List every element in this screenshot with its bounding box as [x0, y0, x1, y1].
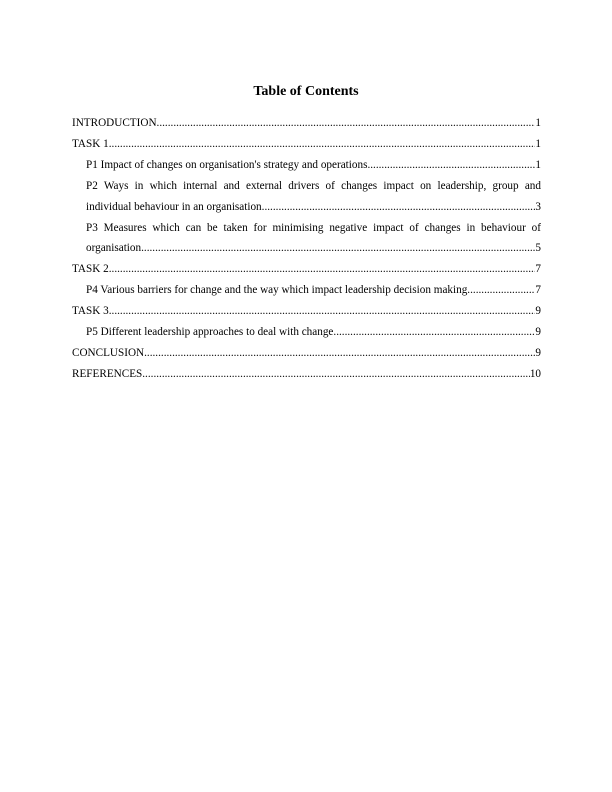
toc-entry-label: CONCLUSION	[72, 346, 145, 359]
toc-entry-label: REFERENCES	[72, 367, 143, 380]
toc-entry-label-line-2: individual behaviour in an organisation	[86, 200, 262, 213]
toc-leader-dots	[141, 238, 535, 259]
toc-page-number: 9	[535, 326, 541, 339]
toc-page-number: 10	[529, 367, 541, 380]
toc-title: Table of Contents	[253, 84, 359, 99]
toc-page-number: 9	[535, 305, 541, 318]
toc-entry-task-2[interactable]	[72, 259, 541, 280]
toc-entry-label-line-1: P2 Ways in which internal and external drivers of changes impact on leadership, group and	[86, 179, 541, 192]
toc-leader-dots	[109, 134, 536, 155]
toc-entry-label: P4 Various barriers for change and the way which impact leadership decision making	[86, 284, 468, 297]
toc-entry-label: TASK 3	[72, 305, 109, 318]
toc-page-number: 7	[535, 263, 541, 276]
toc-page-number: 3	[535, 200, 541, 213]
toc-entry-introduction[interactable]	[72, 113, 541, 134]
toc-entry-p2[interactable]	[72, 176, 541, 218]
toc-entry-task-1[interactable]	[72, 134, 541, 155]
toc-leader-dots	[144, 343, 535, 364]
toc-leader-dots	[467, 280, 535, 301]
toc-entry-p1[interactable]	[72, 155, 541, 176]
toc-entry-label: P5 Different leadership approaches to deal with change	[86, 326, 334, 339]
toc-entry-references[interactable]	[72, 364, 541, 385]
toc-leader-dots	[333, 322, 535, 343]
toc-entry-label-line-1: P3 Measures which can be taken for minimising negative impact of changes in behaviour of	[86, 221, 541, 234]
toc-page-number: 1	[535, 158, 541, 171]
toc-list	[72, 113, 541, 385]
toc-entry-p5[interactable]	[72, 322, 541, 343]
toc-entry-label-line-2: organisation	[86, 242, 142, 255]
toc-leader-dots	[262, 197, 536, 218]
toc-leader-dots	[109, 259, 536, 280]
toc-entry-label: P1 Impact of changes on organisation's strategy and operations	[86, 158, 368, 171]
toc-entry-task-3[interactable]	[72, 301, 541, 322]
toc-entry-label: TASK 1	[72, 137, 109, 150]
toc-entry-conclusion[interactable]	[72, 343, 541, 364]
toc-entry-p3[interactable]	[72, 218, 541, 260]
toc-page-number: 9	[535, 346, 541, 359]
toc-entry-label: INTRODUCTION	[72, 117, 157, 129]
toc-entry-p4[interactable]	[72, 280, 541, 301]
toc-leader-dots	[367, 155, 535, 176]
toc-page-number: 7	[535, 284, 541, 297]
toc-leader-dots	[157, 113, 536, 134]
toc-leader-dots	[142, 364, 530, 385]
toc-leader-dots	[109, 301, 536, 322]
toc-page-number: 1	[535, 117, 541, 129]
toc-page-number: 5	[535, 242, 541, 255]
toc-entry-label: TASK 2	[72, 263, 109, 276]
toc-page-number: 1	[535, 137, 541, 150]
